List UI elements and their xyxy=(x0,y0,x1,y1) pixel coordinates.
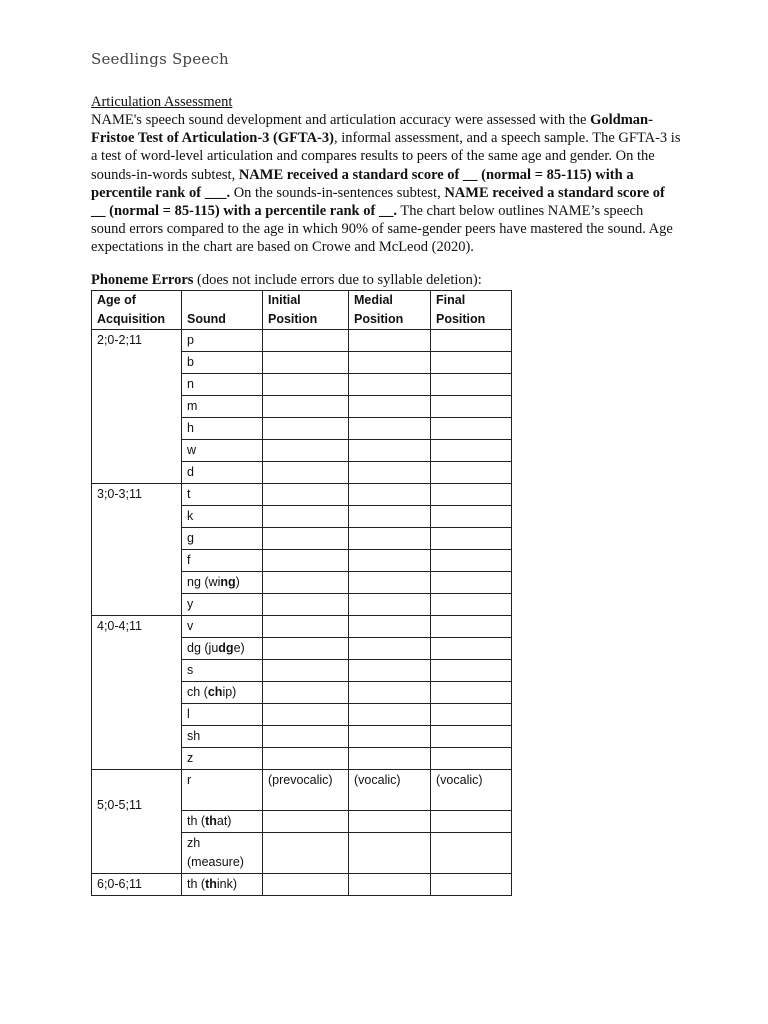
sound-cell: b xyxy=(182,352,263,374)
initial-cell[interactable] xyxy=(263,550,349,572)
final-cell[interactable] xyxy=(431,638,512,660)
final-cell[interactable] xyxy=(431,833,512,874)
final-cell[interactable] xyxy=(431,418,512,440)
final-cell[interactable] xyxy=(431,528,512,550)
final-cell[interactable] xyxy=(431,352,512,374)
header-initial: Initial Position xyxy=(263,291,349,330)
sound-cell: l xyxy=(182,704,263,726)
table-row xyxy=(92,330,512,352)
final-cell[interactable] xyxy=(431,811,512,833)
final-cell[interactable]: (vocalic) xyxy=(431,770,512,811)
initial-cell[interactable] xyxy=(263,440,349,462)
sound-cell: f xyxy=(182,550,263,572)
table-row xyxy=(92,874,512,896)
initial-cell[interactable] xyxy=(263,484,349,506)
age-cell: 3;0-3;11 xyxy=(92,484,182,616)
table-row xyxy=(92,484,512,506)
sound-cell: g xyxy=(182,528,263,550)
initial-cell[interactable] xyxy=(263,462,349,484)
sound-cell: d xyxy=(182,462,263,484)
final-cell[interactable] xyxy=(431,506,512,528)
initial-cell[interactable] xyxy=(263,874,349,896)
final-cell[interactable] xyxy=(431,594,512,616)
sound-cell: s xyxy=(182,660,263,682)
initial-cell[interactable] xyxy=(263,418,349,440)
age-cell: 5;0-5;11 xyxy=(92,770,182,874)
medial-cell[interactable] xyxy=(349,374,431,396)
sound-cell: v xyxy=(182,616,263,638)
initial-cell[interactable]: (prevocalic) xyxy=(263,770,349,811)
initial-cell[interactable] xyxy=(263,833,349,874)
final-cell[interactable] xyxy=(431,550,512,572)
assessment-paragraph xyxy=(91,111,681,257)
para-text-2: , informal assessment, and a speech sample. The GFTA-3 is a test of word-level articulation and compares results to peers of the same age and gender. On the sounds-in-words subtest, xyxy=(91,130,681,183)
initial-cell[interactable] xyxy=(263,638,349,660)
table-row xyxy=(92,770,512,811)
final-cell[interactable] xyxy=(431,462,512,484)
medial-cell[interactable] xyxy=(349,874,431,896)
sound-cell: th (think) xyxy=(182,874,263,896)
section-title: Articulation Assessment xyxy=(91,94,233,110)
sound-cell: w xyxy=(182,440,263,462)
sound-cell: t xyxy=(182,484,263,506)
final-cell[interactable] xyxy=(431,374,512,396)
sound-cell: ch (chip) xyxy=(182,682,263,704)
header-final: Final Position xyxy=(431,291,512,330)
medial-cell[interactable] xyxy=(349,638,431,660)
medial-cell[interactable] xyxy=(349,506,431,528)
sound-cell: p xyxy=(182,330,263,352)
initial-cell[interactable] xyxy=(263,330,349,352)
initial-cell[interactable] xyxy=(263,682,349,704)
initial-cell[interactable] xyxy=(263,616,349,638)
para-text-1: NAME's speech sound development and articulation accuracy were assessed with the xyxy=(91,112,591,128)
final-cell[interactable] xyxy=(431,572,512,594)
sound-cell: r xyxy=(182,770,263,811)
sound-cell: th (that) xyxy=(182,811,263,833)
sound-cell: h xyxy=(182,418,263,440)
final-cell[interactable] xyxy=(431,660,512,682)
medial-cell[interactable] xyxy=(349,594,431,616)
sound-cell: y xyxy=(182,594,263,616)
phoneme-errors-table xyxy=(91,290,512,896)
age-cell: 4;0-4;11 xyxy=(92,616,182,770)
medial-cell[interactable] xyxy=(349,726,431,748)
sound-cell: m xyxy=(182,396,263,418)
medial-cell[interactable] xyxy=(349,484,431,506)
header-age: Age of Acquisition xyxy=(92,291,182,330)
initial-cell[interactable] xyxy=(263,660,349,682)
para-bold-1: Goldman-Fristoe Test of Articulation-3 (GFTA-3) xyxy=(91,112,653,147)
medial-cell[interactable] xyxy=(349,811,431,833)
final-cell[interactable] xyxy=(431,748,512,770)
medial-cell[interactable] xyxy=(349,660,431,682)
initial-cell[interactable] xyxy=(263,396,349,418)
para-text-3: On the sounds-in-sentences subtest, xyxy=(230,184,445,201)
initial-cell[interactable] xyxy=(263,572,349,594)
sound-cell: sh xyxy=(182,726,263,748)
para-bold-2: NAME received a standard score of __ (normal = 85-115) with a percentile rank of ___. xyxy=(91,166,634,201)
medial-cell[interactable]: (vocalic) xyxy=(349,770,431,811)
medial-cell[interactable] xyxy=(349,462,431,484)
para-text-4: The chart below outlines NAME’s speech sound errors compared to the age in which 90% of same-gender peers have mastered the sound. Age expectations in the chart are based on Crowe and McLeod (2020). xyxy=(91,203,673,256)
brand-name: Seedlings Speech xyxy=(91,50,229,68)
initial-cell[interactable] xyxy=(263,352,349,374)
final-cell[interactable] xyxy=(431,396,512,418)
table-header-row xyxy=(92,291,512,330)
medial-cell[interactable] xyxy=(349,396,431,418)
sound-cell: n xyxy=(182,374,263,396)
final-cell[interactable] xyxy=(431,704,512,726)
medial-cell[interactable] xyxy=(349,572,431,594)
initial-cell[interactable] xyxy=(263,374,349,396)
initial-cell[interactable] xyxy=(263,726,349,748)
medial-cell[interactable] xyxy=(349,418,431,440)
sound-cell: dg (judge) xyxy=(182,638,263,660)
initial-cell[interactable] xyxy=(263,811,349,833)
medial-cell[interactable] xyxy=(349,550,431,572)
medial-cell[interactable] xyxy=(349,833,431,874)
sound-cell: k xyxy=(182,506,263,528)
medial-cell[interactable] xyxy=(349,330,431,352)
final-cell[interactable] xyxy=(431,874,512,896)
final-cell[interactable] xyxy=(431,484,512,506)
medial-cell[interactable] xyxy=(349,528,431,550)
initial-cell[interactable] xyxy=(263,506,349,528)
table-caption xyxy=(91,272,482,289)
initial-cell[interactable] xyxy=(263,594,349,616)
final-cell[interactable] xyxy=(431,616,512,638)
medial-cell[interactable] xyxy=(349,440,431,462)
final-cell[interactable] xyxy=(431,726,512,748)
final-cell[interactable] xyxy=(431,682,512,704)
medial-cell[interactable] xyxy=(349,682,431,704)
final-cell[interactable] xyxy=(431,440,512,462)
header-medial: Medial Position xyxy=(349,291,431,330)
sound-cell: ng (wing) xyxy=(182,572,263,594)
medial-cell[interactable] xyxy=(349,748,431,770)
initial-cell[interactable] xyxy=(263,528,349,550)
final-cell[interactable] xyxy=(431,330,512,352)
sound-cell: z xyxy=(182,748,263,770)
para-bold-3: NAME received a standard score of __ (normal = 85-115) with a percentile rank of __. xyxy=(91,184,665,220)
header-sound: Sound xyxy=(182,291,263,330)
initial-cell[interactable] xyxy=(263,704,349,726)
initial-cell[interactable] xyxy=(263,748,349,770)
age-cell: 6;0-6;11 xyxy=(92,874,182,896)
medial-cell[interactable] xyxy=(349,352,431,374)
medial-cell[interactable] xyxy=(349,616,431,638)
table-row xyxy=(92,616,512,638)
sound-cell: zh (measure) xyxy=(182,833,263,874)
medial-cell[interactable] xyxy=(349,704,431,726)
table-caption-rest: (does not include errors due to syllable deletion): xyxy=(193,272,482,288)
age-cell: 2;0-2;11 xyxy=(92,330,182,484)
table-caption-bold: Phoneme Errors xyxy=(91,272,194,288)
